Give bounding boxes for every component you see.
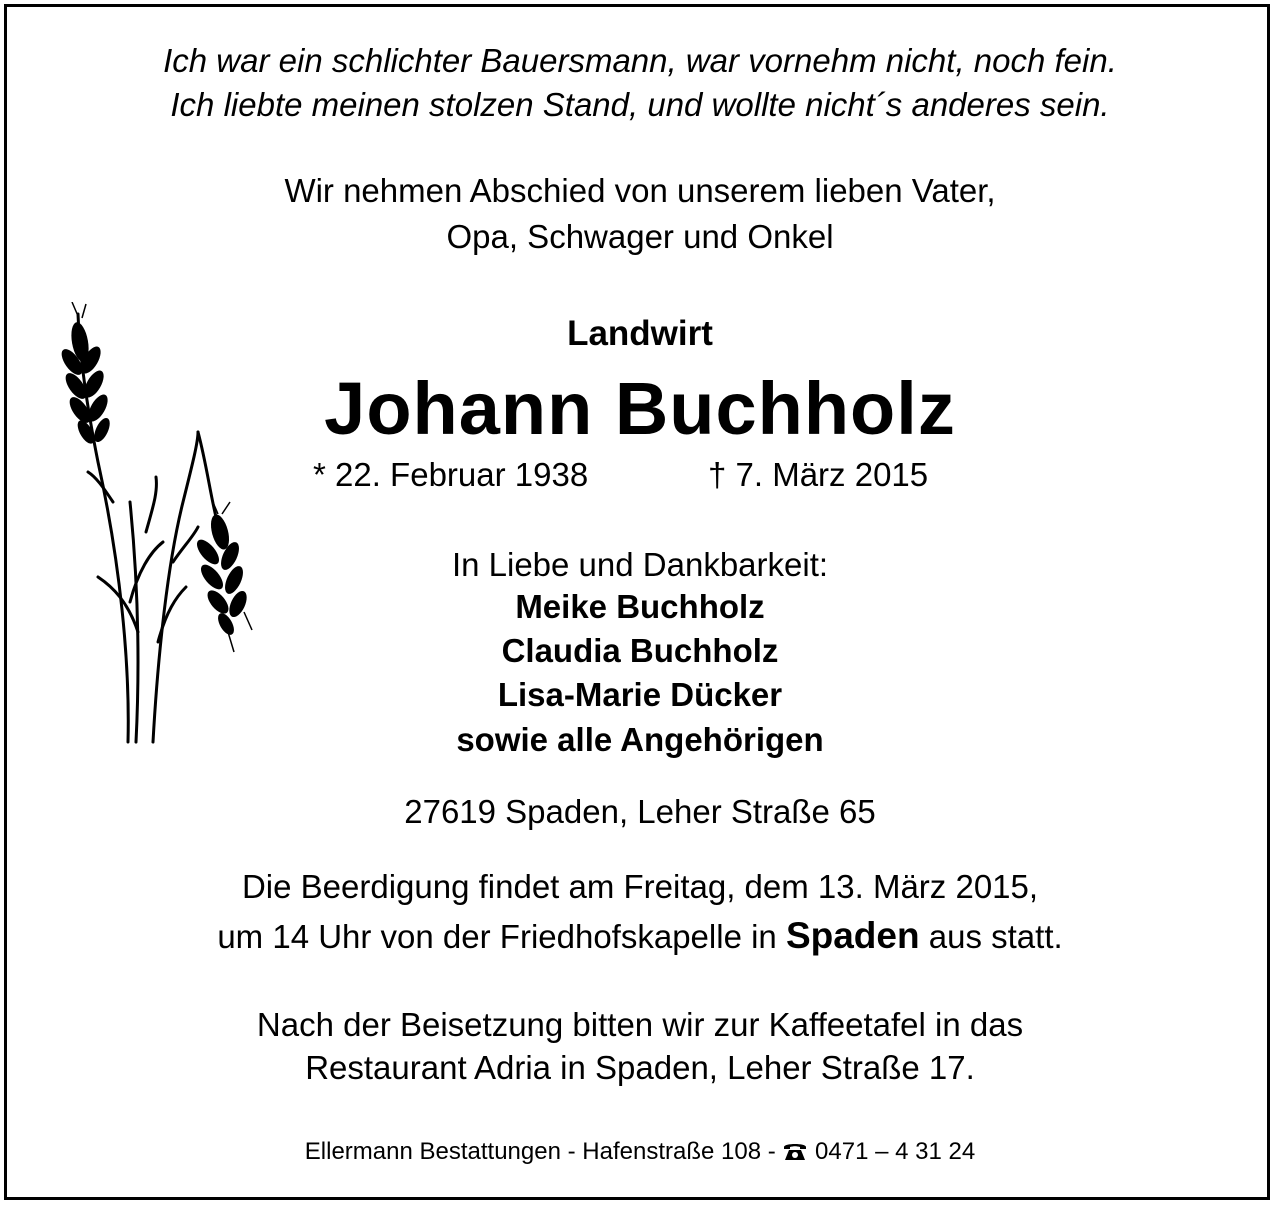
phone-number: 0471 – 4 31 24 xyxy=(808,1138,976,1165)
mourner-name: sowie alle Angehörigen xyxy=(456,721,824,758)
funeral-line-2-start: um 14 Uhr von der Friedhofskapelle in xyxy=(217,918,786,955)
funeral-line-2-end: aus statt. xyxy=(919,918,1063,955)
intro-line-1: Wir nehmen Abschied von unserem lieben Vater, xyxy=(284,172,996,209)
deceased-name: Johann Buchholz xyxy=(324,367,956,450)
funeral-line-2 xyxy=(0,917,1280,954)
mourners-heading: In Liebe und Dankbarkeit: xyxy=(451,546,829,583)
mourner-name: Meike Buchholz xyxy=(515,588,765,625)
death-date: † 7. März 2015 xyxy=(708,456,929,493)
mourners-address: 27619 Spaden, Leher Straße 65 xyxy=(404,793,876,830)
funeral-line-1: Die Beerdigung findet am Freitag, dem 13. März 2015, xyxy=(241,868,1039,905)
reception-line-2: Restaurant Adria in Spaden, Leher Straße 17. xyxy=(305,1049,975,1086)
telephone-icon xyxy=(782,1141,808,1161)
mourner-name: Claudia Buchholz xyxy=(501,632,779,669)
reception-line-1: Nach der Beisetzung bitten wir zur Kaffeetafel in das xyxy=(256,1006,1024,1043)
undertaker-footer xyxy=(0,1140,1280,1164)
undertaker-text: Ellermann Bestattungen - Hafenstraße 108 - xyxy=(304,1138,783,1165)
funeral-place: Spaden xyxy=(785,915,920,956)
mourner-name: Lisa-Marie Dücker xyxy=(497,676,783,713)
birth-date: * 22. Februar 1938 xyxy=(313,456,589,493)
poem-line-2: Ich liebte meinen stolzen Stand, und wollte nicht´s anderes sein. xyxy=(170,86,1110,123)
intro-line-2: Opa, Schwager und Onkel xyxy=(446,218,834,255)
profession: Landwirt xyxy=(567,314,713,353)
poem-line-1: Ich war ein schlichter Bauersmann, war vornehm nicht, noch fein. xyxy=(163,42,1117,79)
